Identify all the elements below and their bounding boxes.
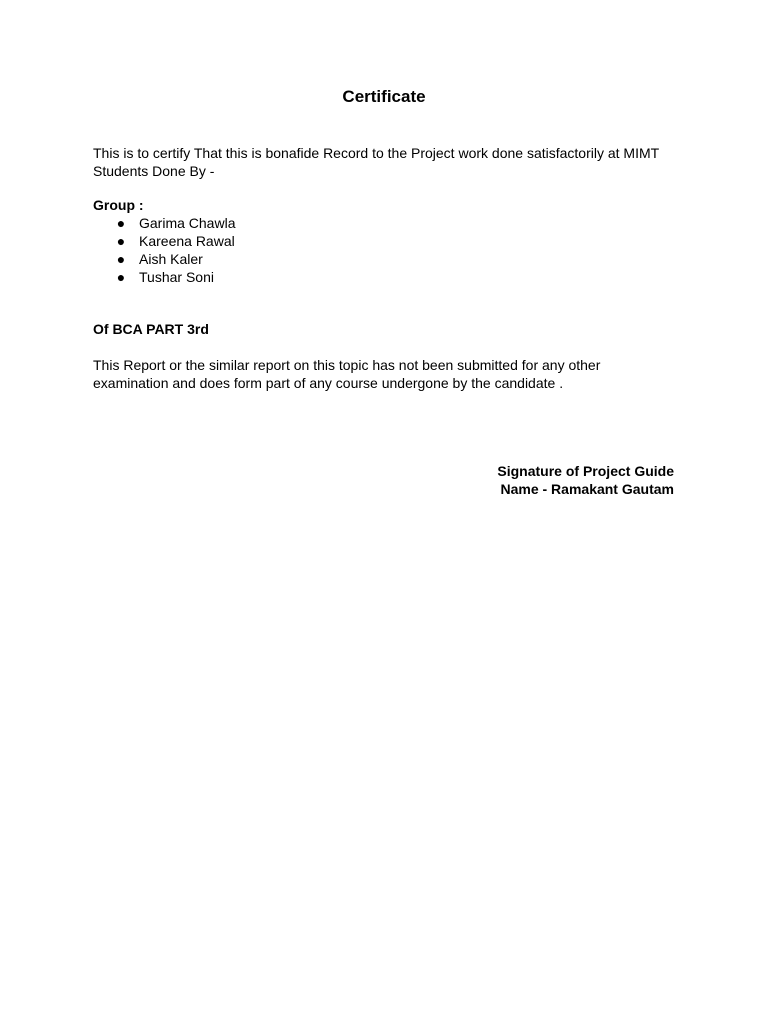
bullet-icon: ● [116,233,126,249]
signature-label: Signature of Project Guide [497,463,674,479]
group-label: Group : [93,197,144,213]
list-item [93,214,235,232]
bullet-icon: ● [116,251,126,267]
member-name: Tushar Soni [139,269,214,285]
declaration-paragraph [93,356,653,392]
course-label: Of BCA PART 3rd [93,321,209,337]
bullet-icon: ● [116,269,126,285]
list-item [93,232,235,250]
intro-line: Students Done By - [93,163,215,179]
list-item [93,268,235,286]
declaration-line: This Report or the similar report on this topic has not been submitted for any other [93,357,601,373]
signature-block [497,462,674,498]
page-title: Certificate [342,87,426,106]
member-name: Garima Chawla [139,215,236,231]
declaration-line: examination and does form part of any course undergone by the candidate . [93,375,564,391]
member-name: Aish Kaler [139,251,203,267]
intro-line: This is to certify That this is bonafide Record to the Project work done satisfactorily at MIMT [93,145,660,161]
member-list [93,214,235,286]
guide-name: Name - Ramakant Gautam [500,481,674,497]
intro-paragraph [93,144,693,180]
member-name: Kareena Rawal [139,233,235,249]
bullet-icon: ● [116,215,126,231]
list-item [93,250,235,268]
